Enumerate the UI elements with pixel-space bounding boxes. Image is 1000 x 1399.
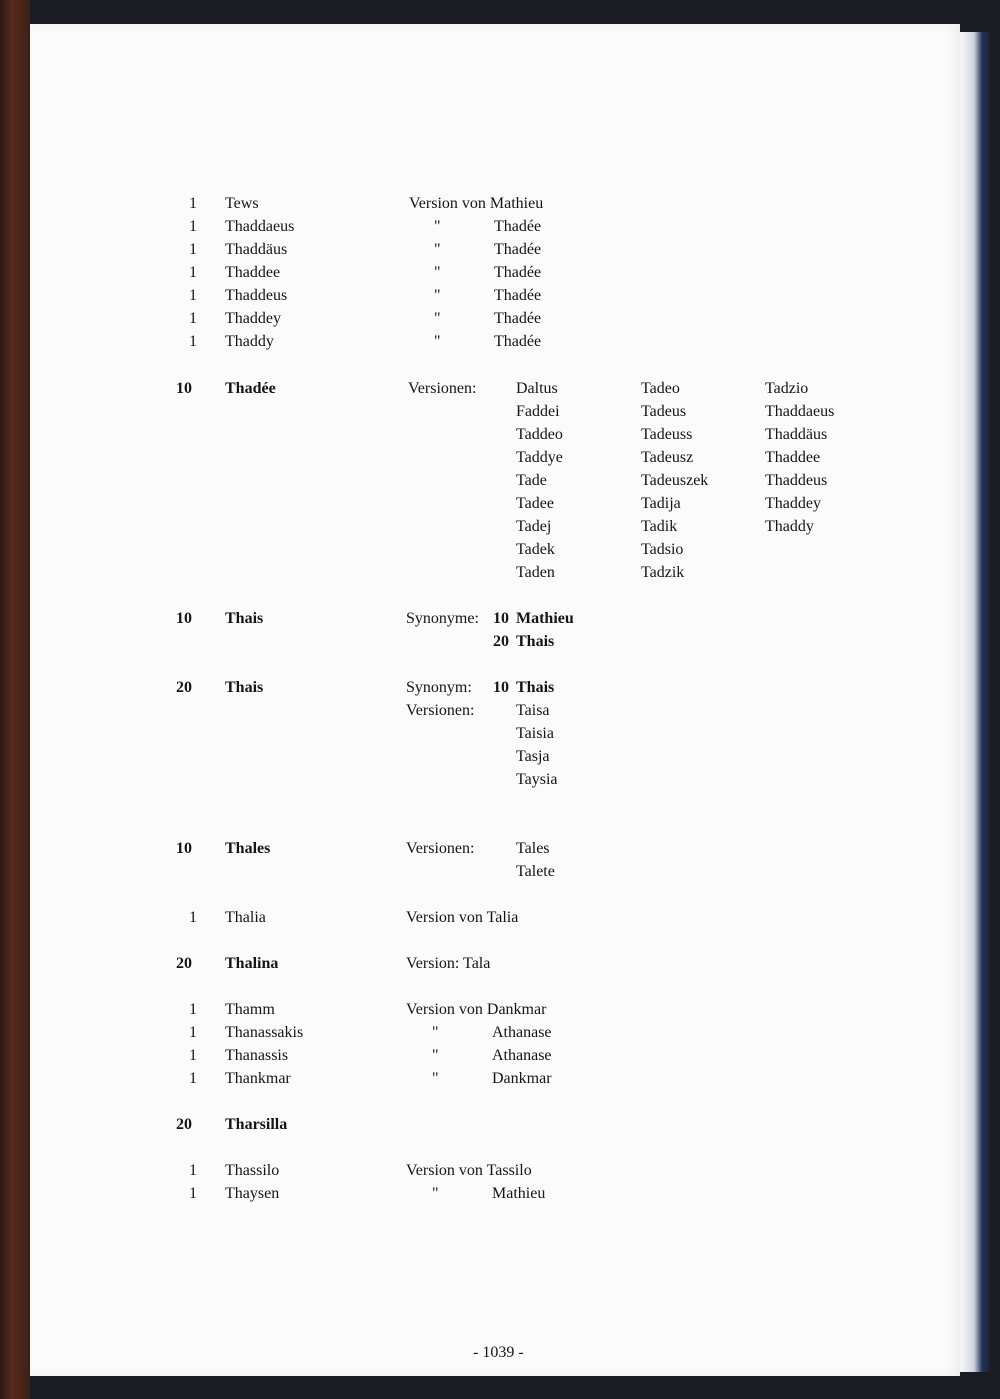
entry-number: 1: [189, 287, 197, 304]
entry-name: Thankmar: [225, 1070, 291, 1087]
entry-number: 1: [189, 1070, 197, 1087]
version-name: Thaddee: [765, 449, 821, 466]
version-name: Taddye: [516, 449, 563, 466]
entry-label: Versionen:: [406, 702, 475, 719]
version-name: Taddeo: [516, 426, 563, 443]
entry-name: Thassilo: [225, 1162, 280, 1179]
entry-reference: Thadée: [494, 218, 542, 235]
entry-name: Tews: [225, 195, 259, 212]
entry-name: Thaysen: [225, 1185, 280, 1202]
entry-description: Version von Tassilo: [406, 1162, 532, 1179]
entry-number: 10: [176, 610, 192, 627]
version-name: Tadeo: [641, 380, 680, 397]
entry-number: 1: [189, 195, 197, 212]
version-name: Taden: [516, 564, 555, 581]
entry-number: 1: [189, 218, 197, 235]
entry-name: Thaddey: [225, 310, 281, 327]
entry-number: 1: [189, 310, 197, 327]
ditto-mark: ": [432, 1070, 439, 1087]
entry-number: 10: [176, 380, 192, 397]
synonym-name: Thais: [516, 633, 555, 650]
entry-label: Synonyme:: [406, 610, 479, 627]
version-name: Tade: [516, 472, 547, 489]
version-name: Tadzik: [641, 564, 685, 581]
ditto-mark: ": [434, 218, 441, 235]
entry-reference: Dankmar: [492, 1070, 552, 1087]
entry-name: Thamm: [225, 1001, 275, 1018]
entry-name: Thais: [225, 679, 264, 696]
version-name: Tadeuszek: [641, 472, 709, 489]
entry-number: 1: [189, 909, 197, 926]
version-name: Taysia: [516, 771, 558, 788]
entry-name: Thaddeus: [225, 287, 288, 304]
entry-name: Thaddy: [225, 333, 274, 350]
version-name: Tadik: [641, 518, 678, 535]
version-name: Thaddey: [765, 495, 821, 512]
entry-reference: Athanase: [492, 1047, 552, 1064]
version-name: Taisa: [516, 702, 550, 719]
ditto-mark: ": [434, 333, 441, 350]
version-name: Talete: [516, 863, 555, 880]
entry-number: 10: [176, 840, 192, 857]
entry-label: Versionen:: [406, 840, 475, 857]
version-name: Tadeus: [641, 403, 687, 420]
ditto-mark: ": [434, 264, 441, 281]
version-name: Tadeuss: [641, 426, 693, 443]
entry-description: Version von Talia: [406, 909, 519, 926]
entry-number: 1: [189, 1162, 197, 1179]
synonym-name: Thais: [516, 679, 555, 696]
entry-number: 20: [176, 679, 192, 696]
entry-reference: Thadée: [494, 287, 542, 304]
entry-number: 1: [189, 241, 197, 258]
ditto-mark: ": [432, 1185, 439, 1202]
version-name: Thaddäus: [765, 426, 828, 443]
entry-name: Thadée: [225, 380, 276, 397]
synonym-number: 10: [493, 610, 509, 627]
version-name: Tales: [516, 840, 550, 857]
version-name: Taisia: [516, 725, 554, 742]
entry-number: 1: [189, 1185, 197, 1202]
entry-number: 1: [189, 1024, 197, 1041]
entry-reference: Thadée: [494, 310, 542, 327]
synonym-name: Mathieu: [516, 610, 574, 627]
entry-number: 1: [189, 1047, 197, 1064]
entry-name: Thalia: [225, 909, 266, 926]
version-name: Thaddeus: [765, 472, 828, 489]
version-name: Faddei: [516, 403, 560, 420]
version-name: Tadek: [516, 541, 555, 558]
version-name: Tadija: [641, 495, 681, 512]
entry-name: Thaddäus: [225, 241, 288, 258]
entry-number: 20: [176, 1116, 192, 1133]
ditto-mark: ": [434, 241, 441, 258]
ditto-mark: ": [432, 1024, 439, 1041]
version-name: Tadzio: [765, 380, 809, 397]
entry-number: 1: [189, 264, 197, 281]
entry-name: Tharsilla: [225, 1116, 288, 1133]
entry-name: Thaddaeus: [225, 218, 295, 235]
version-name: Thaddy: [765, 518, 814, 535]
ditto-mark: ": [432, 1047, 439, 1064]
version-name: Daltus: [516, 380, 558, 397]
version-name: Tasja: [516, 748, 550, 765]
synonym-number: 20: [493, 633, 509, 650]
entry-label: Synonym:: [406, 679, 472, 696]
entry-number: 20: [176, 955, 192, 972]
entry-name: Thalina: [225, 955, 279, 972]
entry-reference: Thadée: [494, 264, 542, 281]
entry-number: 1: [189, 333, 197, 350]
version-name: Thaddaeus: [765, 403, 835, 420]
version-name: Tadee: [516, 495, 554, 512]
entry-description: Version von Dankmar: [406, 1001, 547, 1018]
synonym-number: 10: [493, 679, 509, 696]
entry-reference: Thadée: [494, 333, 542, 350]
ditto-mark: ": [434, 310, 441, 327]
ditto-mark: ": [434, 287, 441, 304]
entry-reference: Thadée: [494, 241, 542, 258]
version-name: Tadej: [516, 518, 552, 535]
entry-name: Thanassis: [225, 1047, 289, 1064]
entry-reference: Athanase: [492, 1024, 552, 1041]
book-cover-edge-left: [0, 0, 30, 1399]
entry-description: Version von Mathieu: [409, 195, 544, 212]
page-number: - 1039 -: [473, 1344, 524, 1361]
entry-name: Thais: [225, 610, 264, 627]
entry-number: 1: [189, 1001, 197, 1018]
entry-name: Thanassakis: [225, 1024, 304, 1041]
version-name: Tadeusz: [641, 449, 694, 466]
entry-description: Version: Tala: [406, 955, 491, 972]
entry-name: Thaddee: [225, 264, 281, 281]
entry-name: Thales: [225, 840, 271, 857]
entry-reference: Mathieu: [492, 1185, 546, 1202]
entry-label: Versionen:: [408, 380, 477, 397]
version-name: Tadsio: [641, 541, 684, 558]
